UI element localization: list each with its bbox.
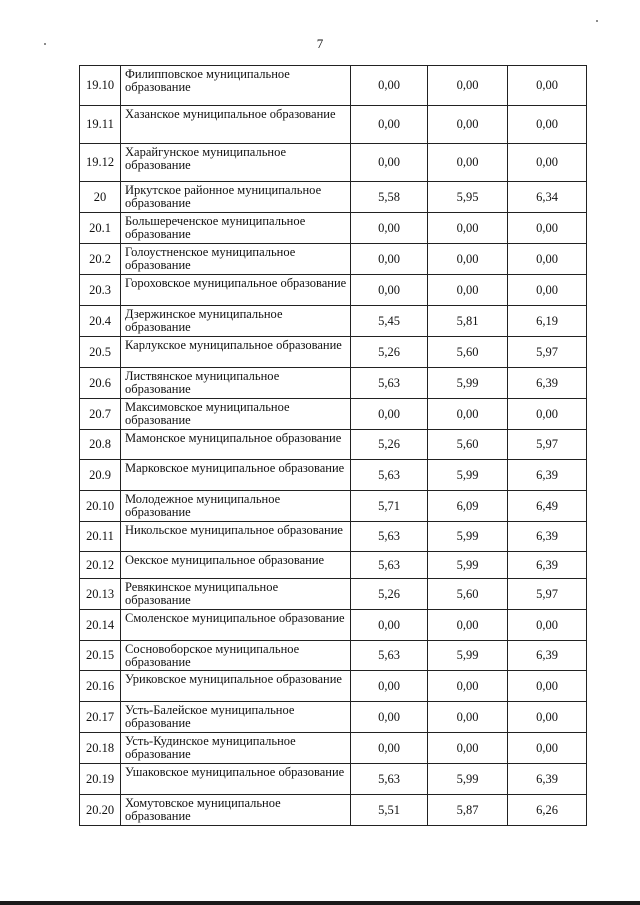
value-col3-cell: 6,39 xyxy=(508,764,587,795)
row-number-cell: 20.16 xyxy=(80,671,121,702)
municipality-name-cell: Хомутовское муниципальное образование xyxy=(121,795,351,826)
municipality-name-cell: Смоленское муниципальное образование xyxy=(121,610,351,641)
row-number-cell: 20.5 xyxy=(80,337,121,368)
scan-edge-bar xyxy=(0,901,640,905)
table-row xyxy=(80,399,587,430)
table-row xyxy=(80,144,587,182)
municipality-name-cell: Никольское муниципальное образование xyxy=(121,522,351,552)
municipality-name-cell: Ушаковское муниципальное образование xyxy=(121,764,351,795)
row-number-cell: 20.13 xyxy=(80,579,121,610)
row-number-cell: 20 xyxy=(80,182,121,213)
table-row xyxy=(80,337,587,368)
value-col2-cell: 0,00 xyxy=(428,144,508,182)
value-col2-cell: 0,00 xyxy=(428,399,508,430)
value-col2-cell: 0,00 xyxy=(428,106,508,144)
table-row xyxy=(80,522,587,552)
value-col2-cell: 0,00 xyxy=(428,671,508,702)
municipality-name-cell: Максимовское муниципальное образование xyxy=(121,399,351,430)
value-col1-cell: 5,58 xyxy=(351,182,428,213)
value-col1-cell: 0,00 xyxy=(351,399,428,430)
value-col1-cell: 0,00 xyxy=(351,733,428,764)
value-col3-cell: 0,00 xyxy=(508,733,587,764)
value-col2-cell: 5,99 xyxy=(428,522,508,552)
row-number-cell: 20.3 xyxy=(80,275,121,306)
value-col1-cell: 5,63 xyxy=(351,522,428,552)
municipality-name-cell: Ревякинское муниципальное образование xyxy=(121,579,351,610)
value-col1-cell: 0,00 xyxy=(351,244,428,275)
table-body xyxy=(80,66,587,826)
row-number-cell: 20.18 xyxy=(80,733,121,764)
value-col1-cell: 0,00 xyxy=(351,106,428,144)
value-col3-cell: 0,00 xyxy=(508,702,587,733)
value-col2-cell: 5,87 xyxy=(428,795,508,826)
table-row xyxy=(80,368,587,399)
municipality-name-cell: Голоустненское муниципальное образование xyxy=(121,244,351,275)
value-col2-cell: 0,00 xyxy=(428,66,508,106)
municipality-name-cell: Листвянское муниципальное образование xyxy=(121,368,351,399)
value-col3-cell: 6,39 xyxy=(508,460,587,491)
value-col2-cell: 5,60 xyxy=(428,337,508,368)
municipality-name-cell: Гороховское муниципальное образование xyxy=(121,275,351,306)
table-row xyxy=(80,702,587,733)
row-number-cell: 20.12 xyxy=(80,552,121,579)
table-row xyxy=(80,552,587,579)
municipality-name-cell: Филипповское муниципальное образование xyxy=(121,66,351,106)
scan-speck xyxy=(596,20,598,22)
row-number-cell: 20.20 xyxy=(80,795,121,826)
value-col2-cell: 0,00 xyxy=(428,733,508,764)
row-number-cell: 20.1 xyxy=(80,213,121,244)
row-number-cell: 20.2 xyxy=(80,244,121,275)
municipality-name-cell: Мамонское муниципальное образование xyxy=(121,430,351,460)
value-col3-cell: 0,00 xyxy=(508,671,587,702)
municipality-name-cell: Хазанское муниципальное образование xyxy=(121,106,351,144)
value-col1-cell: 0,00 xyxy=(351,213,428,244)
row-number-cell: 20.7 xyxy=(80,399,121,430)
table-row xyxy=(80,671,587,702)
value-col3-cell: 6,39 xyxy=(508,552,587,579)
table-row xyxy=(80,275,587,306)
row-number-cell: 20.19 xyxy=(80,764,121,795)
table-row xyxy=(80,641,587,671)
value-col3-cell: 5,97 xyxy=(508,579,587,610)
value-col1-cell: 5,63 xyxy=(351,764,428,795)
table-row xyxy=(80,306,587,337)
municipality-name-cell: Марковское муниципальное образование xyxy=(121,460,351,491)
municipality-name-cell: Уриковское муниципальное образование xyxy=(121,671,351,702)
municipality-name-cell: Дзержинское муниципальное образование xyxy=(121,306,351,337)
row-number-cell: 20.14 xyxy=(80,610,121,641)
value-col1-cell: 0,00 xyxy=(351,702,428,733)
row-number-cell: 20.17 xyxy=(80,702,121,733)
row-number-cell: 20.6 xyxy=(80,368,121,399)
row-number-cell: 19.12 xyxy=(80,144,121,182)
value-col2-cell: 0,00 xyxy=(428,275,508,306)
scan-speck xyxy=(44,43,46,45)
value-col3-cell: 6,34 xyxy=(508,182,587,213)
table-row xyxy=(80,182,587,213)
value-col1-cell: 0,00 xyxy=(351,671,428,702)
value-col1-cell: 5,63 xyxy=(351,552,428,579)
row-number-cell: 20.15 xyxy=(80,641,121,671)
value-col2-cell: 6,09 xyxy=(428,491,508,522)
value-col1-cell: 0,00 xyxy=(351,66,428,106)
table-row xyxy=(80,106,587,144)
value-col2-cell: 5,99 xyxy=(428,460,508,491)
value-col2-cell: 5,60 xyxy=(428,579,508,610)
value-col3-cell: 0,00 xyxy=(508,244,587,275)
value-col2-cell: 5,99 xyxy=(428,552,508,579)
value-col3-cell: 6,49 xyxy=(508,491,587,522)
value-col1-cell: 5,26 xyxy=(351,579,428,610)
value-col3-cell: 0,00 xyxy=(508,106,587,144)
municipality-name-cell: Молодежное муниципальное образование xyxy=(121,491,351,522)
row-number-cell: 20.4 xyxy=(80,306,121,337)
municipality-name-cell: Карлукское муниципальное образование xyxy=(121,337,351,368)
table-row xyxy=(80,579,587,610)
row-number-cell: 20.10 xyxy=(80,491,121,522)
data-table xyxy=(79,65,587,826)
row-number-cell: 19.10 xyxy=(80,66,121,106)
table-row xyxy=(80,610,587,641)
value-col3-cell: 6,39 xyxy=(508,522,587,552)
table-row xyxy=(80,430,587,460)
value-col1-cell: 5,63 xyxy=(351,368,428,399)
value-col2-cell: 0,00 xyxy=(428,702,508,733)
value-col1-cell: 5,45 xyxy=(351,306,428,337)
table-row xyxy=(80,491,587,522)
table-row xyxy=(80,213,587,244)
table-row xyxy=(80,460,587,491)
value-col2-cell: 5,95 xyxy=(428,182,508,213)
value-col2-cell: 5,99 xyxy=(428,368,508,399)
value-col1-cell: 0,00 xyxy=(351,610,428,641)
row-number-cell: 20.9 xyxy=(80,460,121,491)
value-col1-cell: 5,71 xyxy=(351,491,428,522)
value-col3-cell: 0,00 xyxy=(508,66,587,106)
value-col3-cell: 0,00 xyxy=(508,213,587,244)
value-col2-cell: 5,99 xyxy=(428,641,508,671)
value-col2-cell: 5,99 xyxy=(428,764,508,795)
value-col3-cell: 6,26 xyxy=(508,795,587,826)
table-row xyxy=(80,764,587,795)
municipality-name-cell: Большереченское муниципальное образование xyxy=(121,213,351,244)
page-number: 7 xyxy=(316,36,324,51)
table-row xyxy=(80,733,587,764)
municipality-name-cell: Иркутское районное муниципальное образование xyxy=(121,182,351,213)
table-row xyxy=(80,244,587,275)
value-col2-cell: 0,00 xyxy=(428,610,508,641)
value-col3-cell: 6,39 xyxy=(508,368,587,399)
value-col2-cell: 5,60 xyxy=(428,430,508,460)
value-col1-cell: 5,63 xyxy=(351,460,428,491)
row-number-cell: 20.11 xyxy=(80,522,121,552)
value-col1-cell: 5,26 xyxy=(351,337,428,368)
value-col3-cell: 5,97 xyxy=(508,430,587,460)
municipality-name-cell: Оекское муниципальное образование xyxy=(121,552,351,579)
value-col1-cell: 0,00 xyxy=(351,144,428,182)
value-col1-cell: 0,00 xyxy=(351,275,428,306)
value-col3-cell: 0,00 xyxy=(508,610,587,641)
value-col2-cell: 0,00 xyxy=(428,213,508,244)
value-col1-cell: 5,26 xyxy=(351,430,428,460)
municipality-name-cell: Харайгунское муниципальное образование xyxy=(121,144,351,182)
value-col3-cell: 0,00 xyxy=(508,144,587,182)
municipality-name-cell: Усть-Кудинское муниципальное образование xyxy=(121,733,351,764)
value-col1-cell: 5,51 xyxy=(351,795,428,826)
value-col2-cell: 0,00 xyxy=(428,244,508,275)
row-number-cell: 19.11 xyxy=(80,106,121,144)
value-col3-cell: 6,19 xyxy=(508,306,587,337)
value-col2-cell: 5,81 xyxy=(428,306,508,337)
value-col3-cell: 0,00 xyxy=(508,399,587,430)
value-col3-cell: 0,00 xyxy=(508,275,587,306)
table-row xyxy=(80,66,587,106)
value-col3-cell: 6,39 xyxy=(508,641,587,671)
table-row xyxy=(80,795,587,826)
value-col3-cell: 5,97 xyxy=(508,337,587,368)
value-col1-cell: 5,63 xyxy=(351,641,428,671)
row-number-cell: 20.8 xyxy=(80,430,121,460)
municipality-name-cell: Усть-Балейское муниципальное образование xyxy=(121,702,351,733)
municipality-name-cell: Сосновоборское муниципальное образование xyxy=(121,641,351,671)
